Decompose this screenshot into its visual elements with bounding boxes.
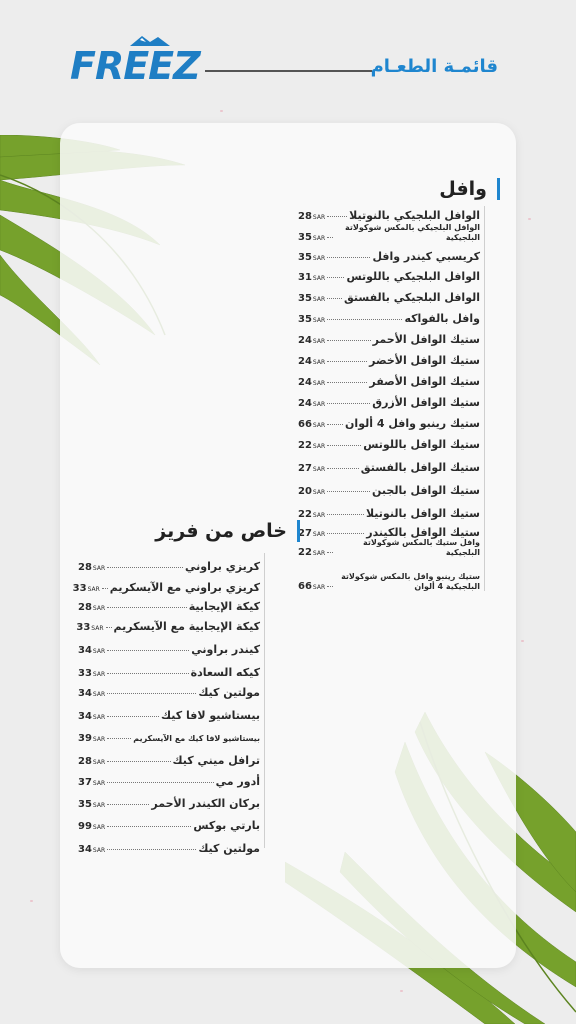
freez-logo: [70, 36, 200, 96]
price-value: 28: [298, 211, 312, 222]
dotted-leader: [327, 319, 402, 320]
background-speck: [220, 110, 223, 112]
menu-item: [78, 767, 260, 788]
dotted-leader: [107, 567, 183, 568]
dotted-leader: [327, 552, 333, 553]
price-currency: SAR: [92, 824, 106, 831]
menu-item-price: [298, 377, 325, 388]
menu-item-name: كريزي براوني مع الآيسكريم: [109, 581, 260, 594]
dotted-leader: [327, 445, 361, 446]
price-currency: SAR: [92, 780, 106, 787]
dotted-leader: [327, 533, 364, 534]
dotted-leader: [106, 627, 112, 628]
price-currency: SAR: [312, 359, 326, 366]
price-currency: SAR: [87, 586, 100, 593]
price-value: 66: [298, 419, 312, 430]
price-currency: SAR: [92, 671, 106, 678]
price-currency: SAR: [312, 214, 326, 221]
price-value: 27: [298, 528, 312, 539]
price-currency: SAR: [312, 255, 326, 262]
menu-item-name: ستيك الوافل بالفستق: [360, 461, 480, 474]
price-currency: SAR: [92, 691, 106, 698]
price-currency: SAR: [312, 512, 326, 519]
menu-item: [78, 594, 260, 613]
menu-item: [298, 451, 480, 474]
menu-item-name: كريزي براوني: [185, 560, 260, 573]
price-currency: SAR: [312, 401, 326, 408]
price-currency: SAR: [92, 648, 106, 655]
price-value: 28: [78, 756, 92, 767]
menu-item-name: بيستاشيو لافا كيك: [161, 709, 260, 722]
price-currency: SAR: [312, 443, 326, 450]
dotted-leader: [327, 403, 370, 404]
price-currency: SAR: [92, 802, 106, 809]
menu-item-name: مولتين كيك: [198, 686, 260, 699]
menu-item-price: [298, 419, 325, 430]
page-title: قائمـة الطعـام: [370, 56, 498, 77]
menu-item: [298, 409, 480, 430]
menu-item-name: كريسبي كيندر وافل: [372, 250, 480, 263]
price-value: 27: [298, 463, 312, 474]
price-currency: SAR: [312, 380, 326, 387]
menu-item-price: [298, 252, 325, 263]
dotted-leader: [107, 826, 191, 827]
menu-item-price: [298, 398, 325, 409]
menu-item-price: [78, 733, 105, 744]
price-value: 22: [298, 440, 312, 451]
dotted-leader: [327, 298, 342, 299]
price-currency: SAR: [92, 847, 106, 854]
price-value: 35: [298, 232, 312, 243]
price-value: 33: [76, 622, 91, 633]
dotted-leader: [107, 849, 196, 850]
dotted-leader: [102, 588, 108, 589]
menu-item: [78, 633, 260, 656]
price-currency: SAR: [312, 235, 326, 242]
dotted-leader: [107, 716, 159, 717]
menu-item-name: ستيك الوافل بالجبن: [372, 484, 480, 497]
menu-item-name: الوافل البلجيكي بالمكس شوكولاتة البلجيكية: [345, 223, 480, 242]
price-value: 33: [72, 583, 87, 594]
menu-item: [78, 788, 260, 810]
menu-item: [72, 573, 260, 594]
menu-item-price: [298, 232, 325, 243]
menu-item-name: ستيك الوافل الأحمر: [372, 333, 480, 346]
price-currency: SAR: [91, 625, 104, 632]
menu-item-name: مولتين كيك: [198, 842, 260, 855]
price-currency: SAR: [312, 317, 326, 324]
price-currency: SAR: [312, 296, 326, 303]
price-currency: SAR: [92, 565, 106, 572]
price-currency: SAR: [312, 584, 326, 591]
menu-item: [298, 430, 480, 451]
menu-item-name: ستيك الوافل الأصفر: [369, 375, 480, 388]
dotted-leader: [107, 782, 214, 783]
menu-item: [78, 557, 260, 573]
menu-item-price: [78, 777, 105, 788]
menu-item: [298, 325, 480, 346]
background-speck: [30, 900, 33, 902]
menu-item-name: الوافل البلجيكي بالفستق: [344, 291, 480, 304]
header-divider: [205, 70, 372, 72]
menu-item-name: وافل ستيك بالمكس شوكولاتة البلجيكية: [363, 538, 480, 557]
menu-item-price: [78, 688, 105, 699]
menu-item-price: [298, 486, 325, 497]
menu-item: [298, 539, 480, 558]
menu-item-price: [78, 645, 105, 656]
menu-item-price: [298, 293, 325, 304]
price-value: 33: [78, 668, 92, 679]
menu-item-name: بركان الكيندر الأحمر: [151, 797, 260, 810]
menu-item-price: [78, 668, 105, 679]
menu-item-price: [298, 211, 325, 222]
menu-item: [298, 206, 480, 222]
price-value: 24: [298, 398, 312, 409]
section-divider: [484, 206, 485, 591]
menu-item-name: كيندر براوني: [191, 643, 260, 656]
menu-item-price: [73, 583, 100, 594]
menu-item-price: [298, 356, 325, 367]
price-value: 24: [298, 377, 312, 388]
background-speck: [528, 218, 531, 220]
price-value: 66: [298, 581, 312, 592]
dotted-leader: [107, 673, 189, 674]
price-currency: SAR: [92, 714, 106, 721]
menu-item: [298, 388, 480, 409]
price-currency: SAR: [312, 489, 326, 496]
price-value: 22: [298, 547, 312, 558]
price-value: 35: [298, 293, 312, 304]
menu-item-name: ستيك الوافل الأزرق: [372, 396, 480, 409]
menu-card: [60, 123, 516, 968]
dotted-leader: [327, 257, 370, 258]
menu-item-name: ستيك الوافل باللوتس: [363, 438, 480, 451]
dotted-leader: [327, 361, 367, 362]
section-title-special: خاص من فريز: [155, 520, 300, 542]
price-currency: SAR: [92, 759, 106, 766]
dotted-leader: [107, 693, 196, 694]
price-value: 35: [298, 252, 312, 263]
dotted-leader: [107, 650, 189, 651]
price-value: 99: [78, 821, 92, 832]
menu-item: [78, 699, 260, 722]
menu-item-name: أدور مي: [215, 775, 260, 788]
menu-item-price: [298, 440, 325, 451]
menu-item-price: [78, 602, 105, 613]
price-value: 24: [298, 335, 312, 346]
price-value: 34: [78, 711, 92, 722]
menu-item-price: [298, 335, 325, 346]
menu-item-price: [298, 463, 325, 474]
price-value: 31: [298, 272, 312, 283]
menu-item: [298, 367, 480, 388]
price-value: 34: [78, 645, 92, 656]
menu-item: [298, 558, 480, 592]
price-value: 34: [78, 844, 92, 855]
dotted-leader: [107, 804, 149, 805]
price-currency: SAR: [312, 338, 326, 345]
price-currency: SAR: [312, 422, 326, 429]
menu-item-price: [298, 547, 325, 558]
dotted-leader: [327, 468, 359, 469]
dotted-leader: [327, 491, 370, 492]
dotted-leader: [327, 514, 364, 515]
price-value: 34: [78, 688, 92, 699]
menu-item-price: [298, 581, 325, 592]
section-divider: [264, 553, 265, 848]
menu-item: [298, 243, 480, 263]
menu-item: [298, 283, 480, 304]
dotted-leader: [327, 216, 347, 217]
menu-item-price: [78, 562, 105, 573]
menu-item: [298, 520, 480, 539]
price-currency: SAR: [312, 275, 326, 282]
menu-item-name: وافل بالفواكه: [404, 312, 480, 325]
price-currency: SAR: [92, 736, 106, 743]
menu-item-name: ستيك الوافل الأخضر: [369, 354, 480, 367]
menu-item-name: بيستاشيو لافا كيك مع الآيسكريم: [133, 734, 260, 743]
menu-item: [298, 497, 480, 520]
menu-item: [298, 263, 480, 283]
menu-item: [78, 744, 260, 767]
menu-item: [78, 722, 260, 744]
menu-item: [78, 656, 260, 679]
section-title-waffle: وافل: [439, 178, 500, 200]
menu-item-name: ستيك رينبو وافل بالمكس شوكولاتة البلجيكية 4 ألوان: [341, 572, 480, 591]
menu-item-price: [78, 821, 105, 832]
price-value: 35: [78, 799, 92, 810]
menu-item-name: الوافل البلجيكي بالنوتيلا: [349, 209, 480, 222]
dotted-leader: [107, 607, 187, 608]
menu-item-price: [78, 799, 105, 810]
waffle-list: [298, 206, 480, 592]
dotted-leader: [107, 738, 131, 739]
menu-item-price: [78, 711, 105, 722]
price-value: 28: [78, 602, 92, 613]
menu-item-price: [78, 844, 105, 855]
dotted-leader: [327, 237, 333, 238]
price-value: 20: [298, 486, 312, 497]
price-value: 22: [298, 509, 312, 520]
dotted-leader: [327, 382, 367, 383]
menu-item-name: ترافل ميني كيك: [172, 754, 260, 767]
menu-item-name: كيكة الإيجابية مع الآيسكريم: [113, 620, 260, 633]
price-currency: SAR: [312, 531, 326, 538]
price-value: 35: [298, 314, 312, 325]
menu-item-price: [76, 622, 103, 633]
price-value: 28: [78, 562, 92, 573]
menu-item-name: الوافل البلجيكي باللوتس: [346, 270, 480, 283]
menu-item-name: ستيك الوافل بالنوتيلا: [365, 507, 480, 520]
dotted-leader: [327, 277, 344, 278]
menu-item-name: كيكه السعادة: [190, 666, 260, 679]
menu-item-price: [298, 314, 325, 325]
menu-item-price: [78, 756, 105, 767]
menu-item-price: [298, 272, 325, 283]
menu-item-name: كيكة الإيجابية: [188, 600, 260, 613]
menu-item: [78, 810, 260, 832]
special-list: [72, 557, 260, 855]
dotted-leader: [327, 340, 370, 341]
menu-item: [78, 613, 260, 633]
dotted-leader: [327, 424, 343, 425]
menu-item-price: [298, 528, 325, 539]
logo-text: FREEZ: [70, 44, 200, 88]
menu-item-price: [298, 509, 325, 520]
dotted-leader: [327, 586, 333, 587]
price-currency: SAR: [92, 605, 106, 612]
menu-item: [298, 222, 480, 243]
menu-item-name: بارتي بوكس: [193, 819, 260, 832]
price-currency: SAR: [312, 550, 326, 557]
background-speck: [521, 640, 524, 642]
menu-item: [298, 304, 480, 325]
price-value: 39: [78, 733, 92, 744]
price-value: 24: [298, 356, 312, 367]
menu-item: [78, 679, 260, 699]
menu-item: [298, 346, 480, 367]
menu-item-name: ستيك الوافل بالكيندر: [366, 526, 480, 539]
price-currency: SAR: [312, 466, 326, 473]
menu-item: [78, 832, 260, 855]
price-value: 37: [78, 777, 92, 788]
menu-item: [298, 474, 480, 497]
menu-item-name: ستيك رينبو وافل 4 ألوان: [345, 417, 480, 430]
dotted-leader: [107, 761, 170, 762]
